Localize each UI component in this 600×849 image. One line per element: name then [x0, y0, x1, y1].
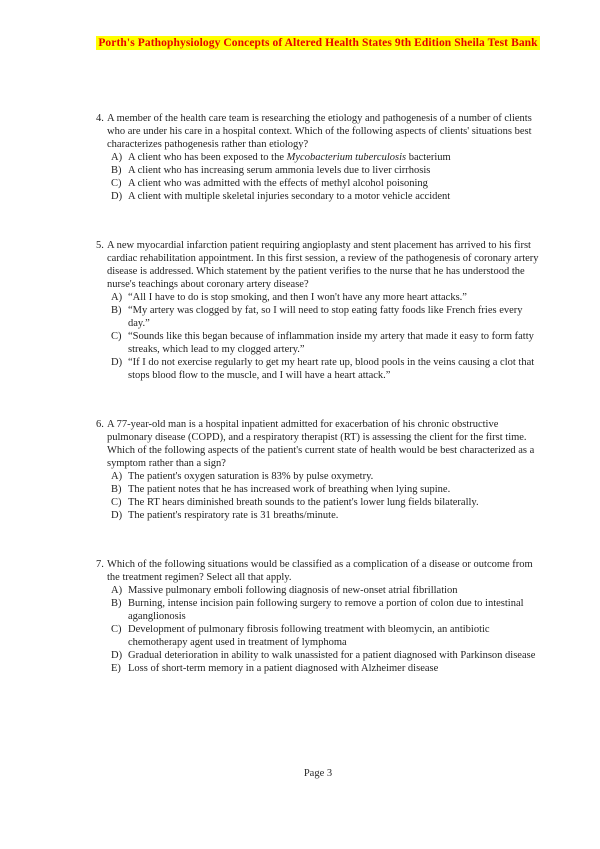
option-label: C) [111, 624, 122, 635]
question-stem: A new myocardial infarction patient requiring angioplasty and stent placement has arrived to his first cardiac rehabilitation appointment. In this first session, a review of the pathogenesis of coronary artery disease is addressed. Which statement by the patient verifies to the nurse that he has understood the nurse's teachings about coronary artery disease? [107, 240, 539, 290]
question-block-4 [96, 112, 540, 203]
option-text: “My artery was clogged by fat, so I will need to stop eating fatty foods like French fries every day.” [128, 305, 523, 329]
answer-option [111, 356, 540, 382]
answer-option [111, 470, 540, 483]
answer-option [111, 304, 540, 330]
option-text: Loss of short-term memory in a patient diagnosed with Alzheimer disease [128, 663, 439, 674]
option-label: D) [111, 357, 123, 368]
answer-option [111, 291, 540, 304]
option-label: D) [111, 650, 123, 661]
option-text: “All I have to do is stop smoking, and then I won't have any more heart attacks.” [128, 292, 467, 303]
answer-option [111, 496, 540, 509]
question-number: 4. [96, 113, 104, 124]
question-block-7 [96, 558, 540, 675]
question-number: 6. [96, 419, 104, 430]
question-body [107, 239, 540, 382]
option-text-pre: A client who has been exposed to the [128, 152, 287, 163]
option-text: A client who was admitted with the effects of methyl alcohol poisoning [128, 178, 428, 189]
option-label: C) [111, 331, 122, 342]
answer-option [111, 649, 540, 662]
option-label: D) [111, 191, 123, 202]
question-stem: A 77-year-old man is a hospital inpatient admitted for exacerbation of his chronic obstructive pulmonary disease (COPD), and a respiratory therapist (RT) is assessing the client for the first time. Which of the following aspects of the patient's current state of health would be best characterized as a symptom rather than a sign? [107, 419, 535, 469]
answer-option [111, 662, 540, 675]
option-label: B) [111, 165, 122, 176]
answer-option [111, 597, 540, 623]
question-number: 5. [96, 240, 104, 251]
answer-option [111, 509, 540, 522]
option-text: The patient notes that he has increased work of breathing when lying supine. [128, 484, 451, 495]
option-text: The patient's oxygen saturation is 83% by pulse oxymetry. [128, 471, 374, 482]
page-title: Porth's Pathophysiology Concepts of Altered Health States 9th Edition Sheila Test Bank [98, 37, 538, 49]
answer-option [111, 190, 540, 203]
question-stem: A member of the health care team is researching the etiology and pathogenesis of a number of clients who are under his care in a hospital context. Which of the following aspects of clients' situations best characterizes pathogenesis rather than etiology? [107, 113, 532, 150]
answer-option [111, 177, 540, 190]
page-number-label: Page 3 [303, 768, 333, 779]
page-footer [96, 768, 540, 779]
answer-option [111, 151, 540, 164]
answer-option [111, 330, 540, 356]
option-text: Gradual deterioration in ability to walk unassisted for a patient diagnosed with Parkinson disease [128, 650, 536, 661]
question-number: 7. [96, 559, 104, 570]
question-body [107, 112, 540, 203]
option-text: “If I do not exercise regularly to get my heart rate up, blood pools in the veins causing a clot that stops blood flow to the muscle, and I will have a heart attack.” [128, 357, 535, 381]
option-label: C) [111, 497, 122, 508]
option-label: C) [111, 178, 122, 189]
option-label: D) [111, 510, 123, 521]
document-header [96, 33, 540, 51]
option-label: B) [111, 598, 122, 609]
option-label: B) [111, 484, 122, 495]
question-block-5 [96, 239, 540, 382]
option-label: A) [111, 292, 123, 303]
answer-option [111, 164, 540, 177]
answer-option [111, 584, 540, 597]
option-text: The patient's respiratory rate is 31 breaths/minute. [128, 510, 339, 521]
option-text-post: bacterium [406, 152, 451, 163]
answer-option [111, 483, 540, 496]
option-text: “Sounds like this began because of inflammation inside my artery that made it easy to form fatty streaks, which lead to my clogged artery.” [128, 331, 534, 355]
option-text [128, 151, 540, 164]
option-text-italic: Mycobacterium tuberculosis [286, 152, 407, 163]
option-text: The RT hears diminished breath sounds to the patient's lower lung fields bilaterally. [128, 497, 479, 508]
option-text: A client with multiple skeletal injuries secondary to a motor vehicle accident [128, 191, 451, 202]
option-label: E) [111, 663, 121, 674]
question-body [107, 558, 540, 675]
option-text: A client who has increasing serum ammonia levels due to liver cirrhosis [128, 165, 431, 176]
answer-option [111, 623, 540, 649]
option-label: A) [111, 471, 123, 482]
option-label: B) [111, 305, 122, 316]
option-text: Development of pulmonary fibrosis following treatment with bleomycin, an antibiotic chemotherapy agent used in treatment of lymphoma [128, 624, 490, 648]
question-body [107, 418, 540, 522]
option-label: A) [111, 585, 123, 596]
option-text: Massive pulmonary emboli following diagnosis of new-onset atrial fibrillation [128, 585, 458, 596]
option-label: A) [111, 152, 123, 163]
question-stem: Which of the following situations would be classified as a complication of a disease or outcome from the treatment regimen? Select all that apply. [107, 559, 533, 583]
option-text: Burning, intense incision pain following surgery to remove a portion of colon due to intestinal aganglionosis [128, 598, 524, 622]
question-block-6 [96, 418, 540, 522]
